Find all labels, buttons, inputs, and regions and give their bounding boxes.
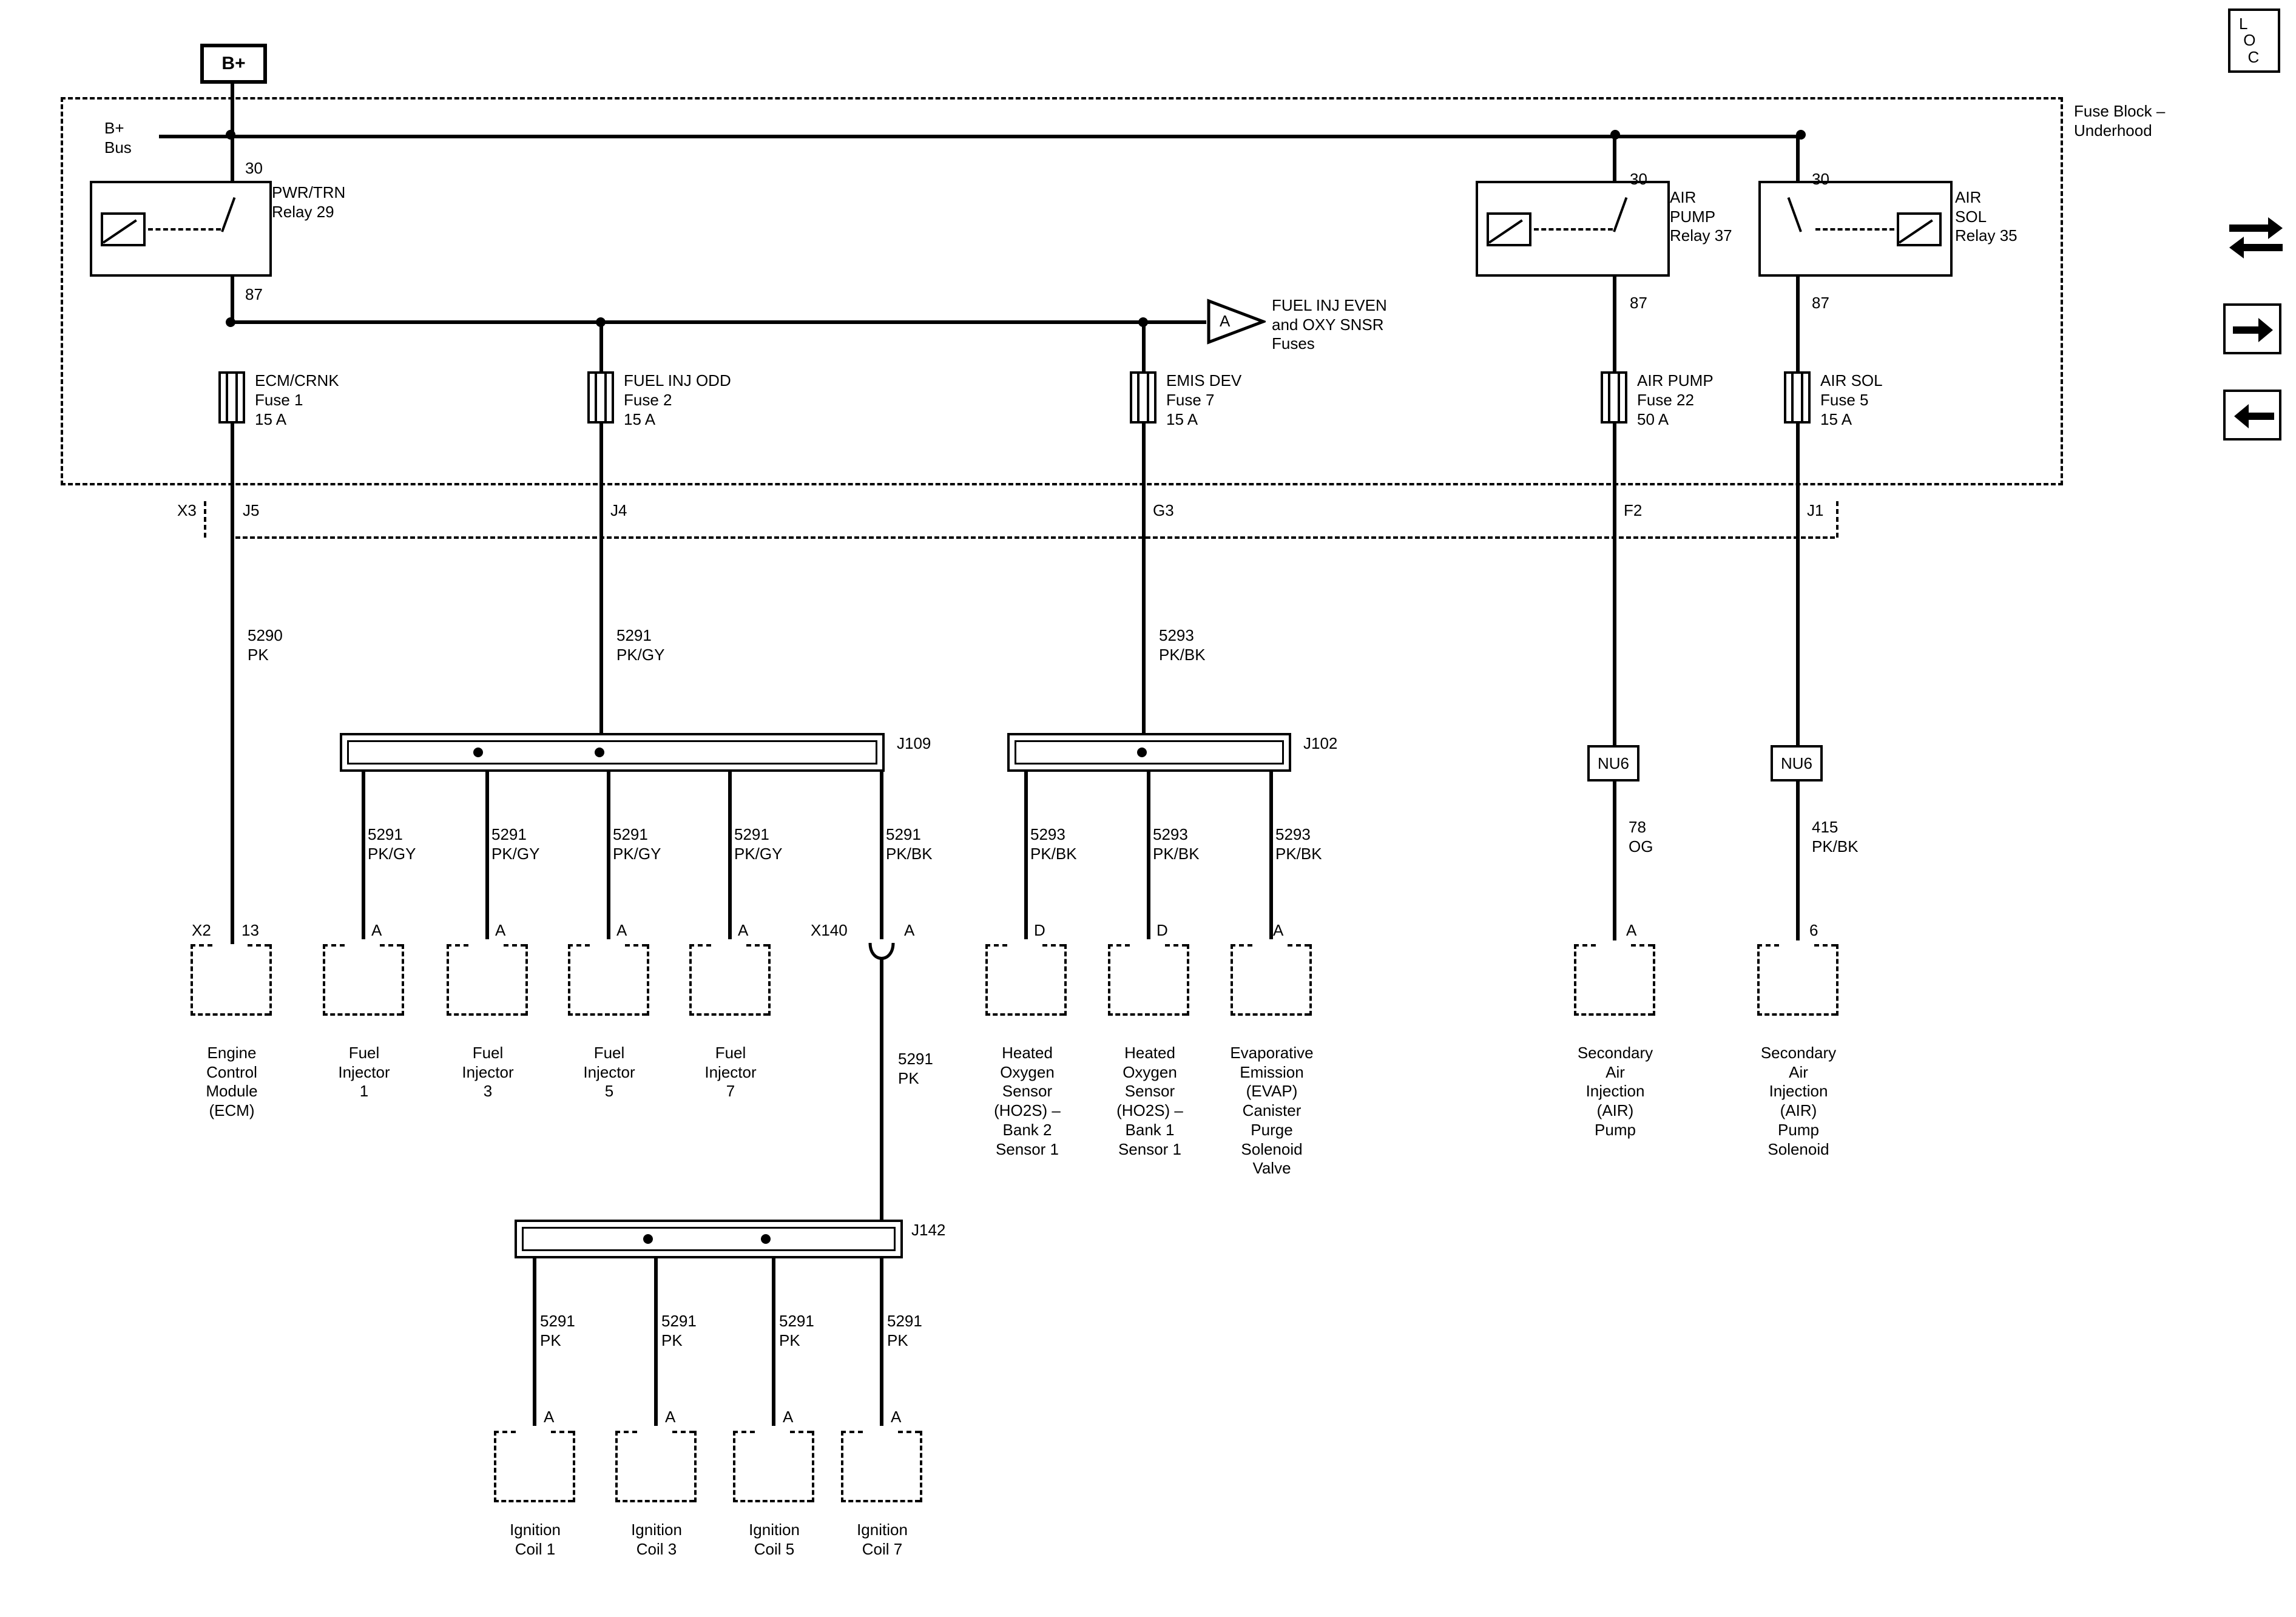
fuse-5-id: Fuse 5	[1820, 391, 1869, 409]
j102-branch-3-label: 5293 PK/BK	[1275, 825, 1322, 863]
j109-dot-1	[473, 748, 483, 757]
fuse-2-rating: 15 A	[624, 410, 656, 428]
j142-branch-4-terminal: A	[891, 1408, 902, 1426]
component-fuel-injector-1-label: Fuel Injector 1	[338, 1044, 390, 1101]
wire-78-og-upper	[1613, 498, 1616, 746]
ecm-terminal-13: 13	[241, 921, 259, 939]
fuse-22-bottom-wire	[1613, 424, 1616, 498]
loc-badge-button[interactable]	[2228, 8, 2280, 73]
fuse-7-rating: 15 A	[1166, 410, 1198, 428]
b-plus-bus-wire	[159, 135, 1803, 138]
relay-37-out-drop	[1613, 277, 1616, 376]
fuse-7-top-wire	[1142, 320, 1146, 373]
j102-dot-1	[1137, 748, 1147, 757]
relay-35-pin-87-label: 87	[1812, 294, 1829, 312]
component-fuel-injector-7[interactable]	[689, 944, 771, 1016]
component-ignition-coil-3[interactable]	[615, 1431, 697, 1502]
wire-5290-pk	[231, 498, 234, 944]
component-evap-purge-valve-label: Evaporative Emission (EVAP) Canister Purge Solenoid Valve	[1230, 1044, 1314, 1178]
b-plus-bus-label: B+ Bus	[104, 119, 132, 157]
fuse-1-id: Fuse 1	[255, 391, 303, 409]
fuse-22-rating: 50 A	[1637, 410, 1669, 428]
j142-branch-3-terminal: A	[783, 1408, 794, 1426]
fuse-22-name: AIR PUMP	[1637, 371, 1714, 390]
j142-branch-2	[654, 1258, 658, 1426]
wire-5290-label: 5290 PK	[248, 626, 283, 664]
j102-branch-3	[1269, 772, 1273, 939]
j142-branch-1	[533, 1258, 536, 1426]
fuse-5-bottom-wire	[1796, 424, 1800, 498]
wire-5291-pkgy	[599, 498, 603, 758]
component-fuel-injector-3[interactable]	[447, 944, 528, 1016]
j102-branch-3-terminal: A	[1273, 921, 1284, 939]
wire-78-og-label: 78 OG	[1629, 818, 1653, 856]
component-ecm-label: Engine Control Module (ECM)	[206, 1044, 258, 1120]
j109-branch-3-label: 5291 PK/GY	[613, 825, 661, 863]
j109-branch-1-terminal: A	[371, 921, 382, 939]
relay-35-out-drop	[1796, 277, 1800, 376]
component-fuel-injector-3-label: Fuel Injector 3	[462, 1044, 514, 1101]
j102-branch-2-terminal: D	[1156, 921, 1168, 939]
wire-415-pkbk-lower	[1796, 781, 1800, 940]
x140-wire-label: 5291 PK	[898, 1050, 933, 1087]
component-ignition-coil-7[interactable]	[841, 1431, 922, 1502]
relay-35-name: AIR SOL Relay 35	[1955, 188, 2017, 245]
j109-dot-2	[595, 748, 604, 757]
wire-415-pkbk-upper	[1796, 498, 1800, 746]
component-ho2s-bank2-label: Heated Oxygen Sensor (HO2S) – Bank 2 Sensor 1	[994, 1044, 1061, 1158]
offpage-connector-label: FUEL INJ EVEN and OXY SNSR Fuses	[1272, 296, 1387, 353]
j109-branch-1	[362, 772, 365, 939]
component-ignition-coil-7-label: Ignition Coil 7	[857, 1521, 908, 1558]
j142-branch-3	[772, 1258, 775, 1426]
harness-boundary-line	[235, 536, 1835, 539]
ground-marker-nu6-2	[1771, 745, 1823, 781]
component-air-pump-solenoid[interactable]	[1757, 944, 1838, 1016]
relay-37-feed	[1613, 135, 1616, 182]
wire-5291-label: 5291 PK/GY	[616, 626, 665, 664]
j109-branch-4-label: 5291 PK/GY	[734, 825, 783, 863]
fuse-7-name: EMIS DEV	[1166, 371, 1242, 390]
j142-branch-4	[880, 1258, 883, 1426]
component-ho2s-bank1-label: Heated Oxygen Sensor (HO2S) – Bank 1 Sensor 1	[1116, 1044, 1183, 1158]
fuse-7-bottom-wire	[1142, 424, 1146, 498]
relay-29-out-bus	[231, 320, 1206, 324]
relay-out-dot-1	[226, 317, 235, 327]
fuse-1-name: ECM/CRNK	[255, 371, 339, 390]
splice-pack-j109-label: J109	[897, 734, 931, 752]
j109-branch-4-terminal: A	[738, 921, 749, 939]
nu6-label-2: NU6	[1780, 754, 1812, 772]
j142-branch-4-label: 5291 PK	[887, 1312, 922, 1349]
fuse-1-symbol	[218, 371, 245, 424]
j109-branch-2-label: 5291 PK/GY	[491, 825, 540, 863]
x140-terminal-label: A	[904, 921, 915, 939]
fuse-1-bottom-wire	[231, 424, 234, 498]
harness-boundary-right-tick	[1836, 501, 1838, 538]
relay-35-feed	[1796, 135, 1800, 182]
j142-branch-1-label: 5291 PK	[540, 1312, 575, 1349]
component-fuel-injector-7-label: Fuel Injector 7	[704, 1044, 757, 1101]
component-ignition-coil-5-label: Ignition Coil 5	[749, 1521, 800, 1558]
j109-branch-5-label: 5291 PK/BK	[886, 825, 933, 863]
cavity-g3: G3	[1153, 501, 1174, 519]
arrow-left-icon	[2233, 400, 2275, 432]
wire-415-pkbk-label: 415 PK/BK	[1812, 818, 1859, 856]
ground-marker-nu6-1	[1587, 745, 1639, 781]
j109-branch-2-terminal: A	[495, 921, 506, 939]
relay-37-pin-30-label: 30	[1630, 170, 1647, 188]
component-ignition-coil-1-label: Ignition Coil 1	[510, 1521, 561, 1558]
nu6-label-1: NU6	[1597, 754, 1629, 772]
relay-37-link	[1534, 228, 1613, 231]
fuse-5-name: AIR SOL	[1820, 371, 1883, 390]
ecm-connector-x2: X2	[192, 921, 211, 939]
component-fuel-injector-5[interactable]	[568, 944, 649, 1016]
j109-branch-4	[728, 772, 732, 939]
cavity-j5: J5	[243, 501, 260, 519]
j102-branch-2	[1147, 772, 1150, 939]
fuse-2-id: Fuse 2	[624, 391, 672, 409]
j109-branch-2	[485, 772, 489, 939]
wire-5293-label: 5293 PK/BK	[1159, 626, 1206, 664]
arrow-right-button[interactable]	[2223, 303, 2281, 354]
j109-branch-3-terminal: A	[616, 921, 627, 939]
wire-78-og-lower	[1613, 781, 1616, 940]
relay-37-name: AIR PUMP Relay 37	[1670, 188, 1732, 245]
fuse-1-rating: 15 A	[255, 410, 287, 428]
wrench-arrows-icon[interactable]	[2226, 206, 2286, 261]
j142-dot-2	[761, 1234, 771, 1244]
component-air-pump-label: Secondary Air Injection (AIR) Pump	[1577, 1044, 1653, 1139]
component-air-pump[interactable]	[1574, 944, 1655, 1016]
component-fuel-injector-5-label: Fuel Injector 5	[583, 1044, 635, 1101]
fuse-7-id: Fuse 7	[1166, 391, 1215, 409]
splice-pack-j109	[340, 733, 885, 772]
relay-29-name: PWR/TRN Relay 29	[272, 183, 346, 221]
arrow-left-button[interactable]	[2223, 390, 2281, 441]
component-ho2s-bank2[interactable]	[985, 944, 1067, 1016]
relay-29-out-drop	[231, 277, 234, 323]
splice-pack-j102	[1007, 733, 1291, 772]
component-ignition-coil-3-label: Ignition Coil 3	[631, 1521, 682, 1558]
fuse-2-name: FUEL INJ ODD	[624, 371, 731, 390]
fuse-2-top-wire	[599, 320, 603, 373]
wire-5293-pkbk	[1142, 498, 1146, 758]
component-evap-purge-valve[interactable]	[1231, 944, 1312, 1016]
j102-branch-2-label: 5293 PK/BK	[1153, 825, 1200, 863]
air-pump-terminal: A	[1626, 921, 1637, 939]
harness-boundary-left-tick	[204, 501, 206, 538]
relay-35-pin-30-label: 30	[1812, 170, 1829, 188]
component-ho2s-bank1[interactable]	[1108, 944, 1189, 1016]
arrow-right-icon	[2232, 314, 2274, 346]
fuse-block-boundary	[61, 97, 2063, 485]
fuse-block-terminal-x3: X3	[177, 501, 197, 519]
x140-connector-label: X140	[811, 921, 848, 939]
air-sol-terminal: 6	[1809, 921, 1818, 939]
relay-29-pin-30-label: 30	[245, 159, 263, 177]
splice-pack-j142-label: J142	[911, 1221, 946, 1239]
relay-29-pin-87-label: 87	[245, 285, 263, 303]
splice-pack-j102-label: J102	[1303, 734, 1338, 752]
relay-37-pin-87-label: 87	[1630, 294, 1647, 312]
relay-29-link	[148, 228, 221, 231]
cavity-j1: J1	[1807, 501, 1824, 519]
cavity-j4: J4	[610, 501, 627, 519]
fuse-7-symbol	[1130, 371, 1156, 424]
fuse-22-symbol	[1601, 371, 1627, 424]
fuse-block-label: Fuse Block – Underhood	[2074, 102, 2166, 140]
j109-branch-3	[607, 772, 610, 939]
j102-branch-1-label: 5293 PK/BK	[1030, 825, 1077, 863]
cavity-f2: F2	[1624, 501, 1643, 519]
fuse-22-id: Fuse 22	[1637, 391, 1694, 409]
component-fuel-injector-1[interactable]	[323, 944, 404, 1016]
j142-branch-2-terminal: A	[665, 1408, 676, 1426]
j102-branch-1-terminal: D	[1034, 921, 1045, 939]
j142-branch-1-terminal: A	[544, 1408, 555, 1426]
fuse-2-symbol	[587, 371, 614, 424]
j142-branch-2-label: 5291 PK	[661, 1312, 697, 1349]
bus-junction-dot-1	[226, 130, 235, 140]
battery-positive-label: B+	[221, 53, 246, 73]
j142-dot-1	[643, 1234, 653, 1244]
component-ignition-coil-5[interactable]	[733, 1431, 814, 1502]
x140-to-j142-wire	[880, 959, 883, 1220]
offpage-connector-tag: A	[1220, 312, 1231, 330]
offpage-connector-a[interactable]	[1206, 299, 1266, 345]
battery-positive-node	[200, 44, 267, 84]
j109-branch-1-label: 5291 PK/GY	[368, 825, 416, 863]
j109-branch-5	[880, 772, 883, 939]
j102-branch-1	[1024, 772, 1028, 939]
fuse-2-bottom-wire	[599, 424, 603, 498]
component-ecm[interactable]	[191, 944, 272, 1016]
relay-35-link	[1815, 228, 1894, 231]
component-air-pump-solenoid-label: Secondary Air Injection (AIR) Pump Solenoid	[1760, 1044, 1837, 1158]
splice-pack-j142	[515, 1220, 903, 1258]
j142-branch-3-label: 5291 PK	[779, 1312, 814, 1349]
component-ignition-coil-1[interactable]	[494, 1431, 575, 1502]
fuse-5-symbol	[1784, 371, 1811, 424]
fuse-5-rating: 15 A	[1820, 410, 1852, 428]
loc-badge-label: L O C	[2239, 15, 2260, 66]
